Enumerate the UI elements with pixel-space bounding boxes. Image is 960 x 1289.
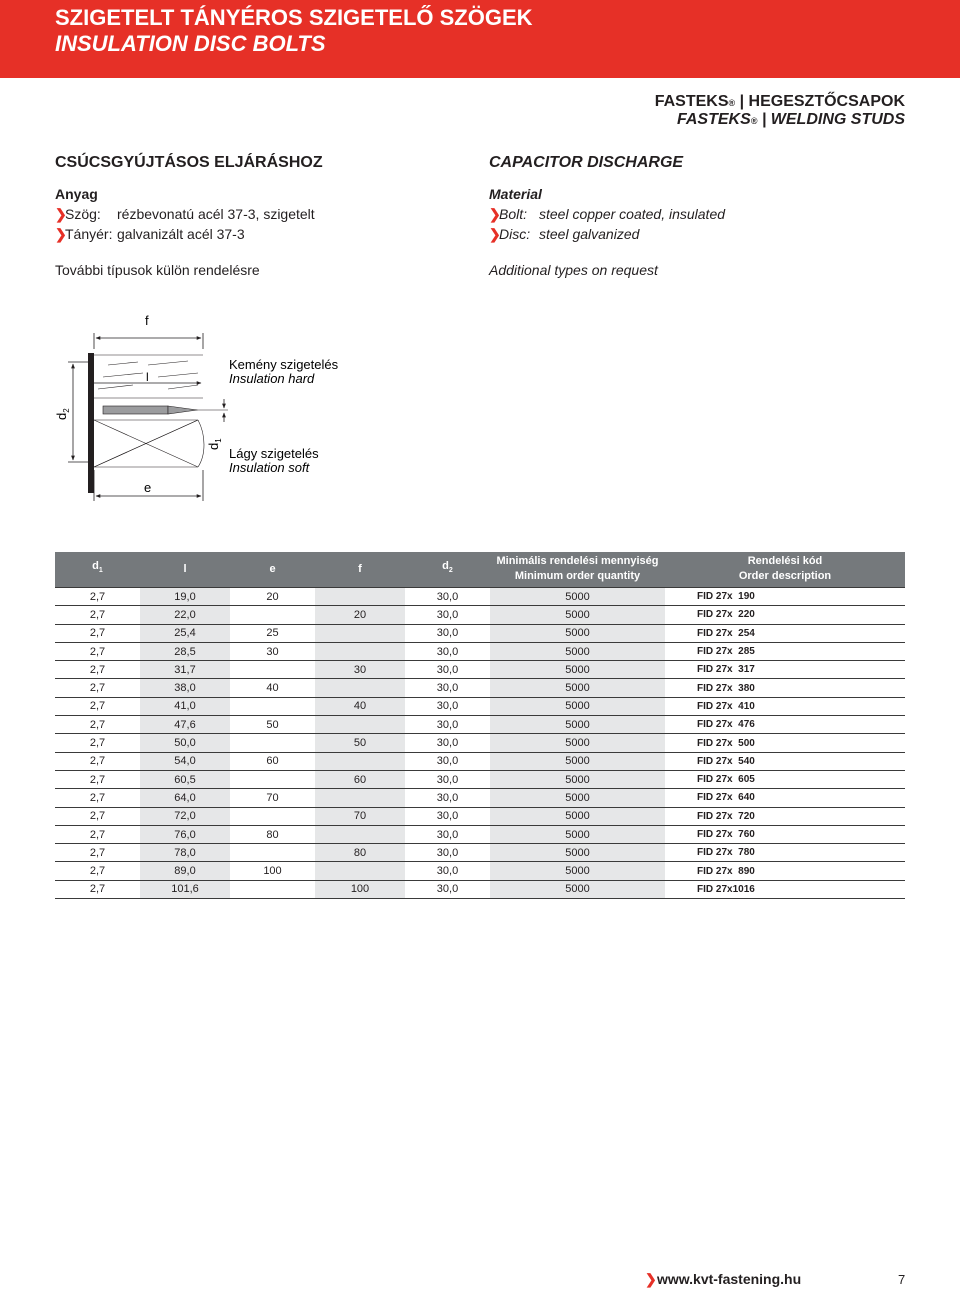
- cell-e: 50: [230, 716, 315, 734]
- section-heading: CAPACITOR DISCHARGE: [489, 154, 684, 171]
- cell-d2: 30,0: [405, 606, 490, 624]
- cell-d1: 2,7: [55, 734, 140, 752]
- cell-e: [230, 606, 315, 624]
- cell-d2: 30,0: [405, 789, 490, 807]
- cell-f: 100: [315, 880, 405, 898]
- cell-f: [315, 642, 405, 660]
- cell-f: 60: [315, 770, 405, 788]
- material-value: steel galvanized: [539, 226, 640, 242]
- label-f: f: [145, 313, 149, 328]
- table-row: [55, 588, 905, 606]
- brand-name: FASTEKS: [676, 111, 751, 128]
- cell-code: FID 27x 220: [665, 606, 905, 624]
- material-title: Material: [489, 186, 542, 202]
- cell-d1: 2,7: [55, 588, 140, 606]
- cell-code: FID 27x 540: [665, 752, 905, 770]
- brand-product: | WELDING STUDS: [761, 111, 905, 128]
- cell-l: 22,0: [140, 606, 230, 624]
- cell-l: 50,0: [140, 734, 230, 752]
- cell-code: FID 27x 190: [665, 588, 905, 606]
- cell-e: [230, 697, 315, 715]
- description-english: [489, 152, 889, 280]
- section-heading: CSÚCSGYÚJTÁSOS ELJÁRÁSHOZ: [55, 154, 323, 171]
- bolt-diagram: [48, 305, 368, 505]
- cell-l: 47,6: [140, 716, 230, 734]
- cell-d1: 2,7: [55, 679, 140, 697]
- cell-d2: 30,0: [405, 752, 490, 770]
- cell-min: 5000: [490, 825, 665, 843]
- cell-l: 64,0: [140, 789, 230, 807]
- cell-e: [230, 661, 315, 679]
- cell-code: FID 27x 317: [665, 661, 905, 679]
- table-row: [55, 642, 905, 660]
- cell-d2: 30,0: [405, 624, 490, 642]
- cell-min: 5000: [490, 880, 665, 898]
- cell-d1: 2,7: [55, 624, 140, 642]
- table-row: [55, 606, 905, 624]
- page-number: 7: [898, 1272, 906, 1287]
- label-hard-hu: Kemény szigetelés: [229, 357, 339, 372]
- cell-f: 40: [315, 697, 405, 715]
- cell-code: FID 27x 605: [665, 770, 905, 788]
- cell-min: 5000: [490, 789, 665, 807]
- dimension-d2: [54, 362, 88, 462]
- cell-code: FID 27x 254: [665, 624, 905, 642]
- cell-min: 5000: [490, 752, 665, 770]
- cell-min: 5000: [490, 807, 665, 825]
- cell-d1: 2,7: [55, 807, 140, 825]
- cell-f: [315, 624, 405, 642]
- cell-d2: 30,0: [405, 844, 490, 862]
- cell-d1: 2,7: [55, 825, 140, 843]
- cell-d2: 30,0: [405, 807, 490, 825]
- cell-l: 60,5: [140, 770, 230, 788]
- table-row: [55, 679, 905, 697]
- cell-f: [315, 825, 405, 843]
- bolt-shape: [103, 406, 228, 414]
- brand-name: FASTEKS: [654, 93, 729, 110]
- material-value: galvanizált acél 37-3: [117, 226, 245, 242]
- title-hungarian: SZIGETELT TÁNYÉROS SZIGETELŐ SZÖGEK: [55, 5, 533, 30]
- material-label: Bolt:: [499, 206, 528, 222]
- cell-f: [315, 752, 405, 770]
- table-row: [55, 716, 905, 734]
- cell-code: FID 27x 640: [665, 789, 905, 807]
- cell-e: [230, 770, 315, 788]
- cell-min: 5000: [490, 642, 665, 660]
- bullet-icon: ❯: [55, 226, 67, 242]
- product-table: [55, 552, 905, 899]
- cell-min: 5000: [490, 588, 665, 606]
- brand-line-english: [677, 111, 905, 129]
- cell-code: FID 27x 760: [665, 825, 905, 843]
- footer-url[interactable]: ❯www.kvt-fastening.hu: [645, 1271, 802, 1287]
- cell-d1: 2,7: [55, 752, 140, 770]
- material-value: steel copper coated, insulated: [539, 206, 726, 222]
- cell-e: 40: [230, 679, 315, 697]
- table-row: [55, 661, 905, 679]
- material-item: [489, 204, 889, 224]
- cell-d2: 30,0: [405, 642, 490, 660]
- material-label: Szög:: [65, 206, 101, 222]
- table-row: [55, 770, 905, 788]
- cell-min: 5000: [490, 716, 665, 734]
- cell-d2: 30,0: [405, 679, 490, 697]
- bullet-icon: ❯: [645, 1271, 657, 1287]
- dimension-l: [94, 370, 201, 384]
- cell-code: FID 27x 380: [665, 679, 905, 697]
- cell-f: 80: [315, 844, 405, 862]
- title-english: INSULATION DISC BOLTS: [55, 31, 326, 56]
- registered-mark: ®: [728, 98, 736, 108]
- description-hungarian: [55, 152, 455, 280]
- cell-d1: 2,7: [55, 642, 140, 660]
- title-banner: [0, 0, 960, 78]
- cell-min: 5000: [490, 679, 665, 697]
- cell-min: 5000: [490, 862, 665, 880]
- cell-d1: 2,7: [55, 880, 140, 898]
- cell-min: 5000: [490, 844, 665, 862]
- header-order-code: Rendelési kód Order description: [665, 552, 905, 588]
- cell-code: FID 27x 720: [665, 807, 905, 825]
- cell-code: FID 27x 890: [665, 862, 905, 880]
- cell-code: FID 27x 500: [665, 734, 905, 752]
- cell-d1: 2,7: [55, 606, 140, 624]
- cell-code: FID 27x 476: [665, 716, 905, 734]
- cell-e: 60: [230, 752, 315, 770]
- material-label: Tányér:: [65, 226, 113, 242]
- cell-d1: 2,7: [55, 789, 140, 807]
- cell-d2: 30,0: [405, 862, 490, 880]
- cell-f: 70: [315, 807, 405, 825]
- cell-l: 28,5: [140, 642, 230, 660]
- cell-e: 70: [230, 789, 315, 807]
- cell-e: 100: [230, 862, 315, 880]
- cell-d2: 30,0: [405, 770, 490, 788]
- bullet-icon: ❯: [489, 226, 501, 242]
- cell-e: 30: [230, 642, 315, 660]
- cell-f: 30: [315, 661, 405, 679]
- brand-product: | HEGESZTŐCSAPOK: [739, 93, 905, 110]
- table-row: [55, 697, 905, 715]
- cell-min: 5000: [490, 697, 665, 715]
- additional-note: További típusok külön rendelésre: [55, 262, 260, 278]
- bullet-icon: ❯: [55, 206, 67, 222]
- table-header-row: [55, 552, 905, 588]
- dimension-e: [94, 470, 203, 501]
- header-d1: $d_1$: [55, 552, 140, 588]
- cell-d2: 30,0: [405, 825, 490, 843]
- cell-d1: 2,7: [55, 844, 140, 862]
- table-row: [55, 880, 905, 898]
- cell-l: 41,0: [140, 697, 230, 715]
- table-row: [55, 734, 905, 752]
- label-hard-en: Insulation hard: [229, 371, 315, 386]
- cell-d2: 30,0: [405, 734, 490, 752]
- cell-f: 20: [315, 606, 405, 624]
- header-l: l: [140, 552, 230, 588]
- header-f: f: [315, 552, 405, 588]
- cell-d2: 30,0: [405, 697, 490, 715]
- cell-l: 38,0: [140, 679, 230, 697]
- cell-f: [315, 588, 405, 606]
- label-d2: $d_2$: [54, 408, 71, 420]
- cell-l: 89,0: [140, 862, 230, 880]
- cell-e: [230, 734, 315, 752]
- cell-d1: 2,7: [55, 770, 140, 788]
- dimension-d1: [206, 399, 224, 450]
- cell-l: 72,0: [140, 807, 230, 825]
- cell-f: 50: [315, 734, 405, 752]
- cell-d1: 2,7: [55, 862, 140, 880]
- cell-min: 5000: [490, 606, 665, 624]
- cell-e: [230, 844, 315, 862]
- table-row: [55, 807, 905, 825]
- label-l: l: [146, 370, 149, 384]
- material-item: [55, 204, 455, 224]
- cell-code: FID 27x 780: [665, 844, 905, 862]
- brand-line-hungarian: [655, 93, 905, 111]
- cell-d2: 30,0: [405, 880, 490, 898]
- soft-insulation: [90, 420, 205, 467]
- header-d2: $d_2$: [405, 552, 490, 588]
- material-title: Anyag: [55, 186, 98, 202]
- cell-l: 31,7: [140, 661, 230, 679]
- cell-e: [230, 880, 315, 898]
- label-e: e: [144, 480, 152, 495]
- cell-e: 25: [230, 624, 315, 642]
- cell-code: FID 27x1016: [665, 880, 905, 898]
- cell-code: FID 27x 410: [665, 697, 905, 715]
- table-row: [55, 789, 905, 807]
- header-min-quantity: Minimális rendelési mennyiség Minimum order quantity: [490, 552, 665, 588]
- table-row: [55, 844, 905, 862]
- registered-mark: ®: [750, 116, 758, 126]
- material-label: Disc:: [499, 226, 531, 242]
- cell-f: [315, 716, 405, 734]
- label-soft-hu: Lágy szigetelés: [229, 446, 319, 461]
- cell-min: 5000: [490, 624, 665, 642]
- cell-d2: 30,0: [405, 661, 490, 679]
- cell-f: [315, 789, 405, 807]
- additional-note: Additional types on request: [489, 262, 658, 278]
- cell-l: 19,0: [140, 588, 230, 606]
- table-row: [55, 862, 905, 880]
- cell-f: [315, 679, 405, 697]
- material-value: rézbevonatú acél 37-3, szigetelt: [117, 206, 315, 222]
- cell-f: [315, 862, 405, 880]
- table-row: [55, 624, 905, 642]
- table-row: [55, 752, 905, 770]
- label-soft-en: Insulation soft: [229, 460, 310, 475]
- cell-d1: 2,7: [55, 661, 140, 679]
- cell-e: 80: [230, 825, 315, 843]
- cell-d2: 30,0: [405, 716, 490, 734]
- material-item: [489, 224, 889, 244]
- cell-d1: 2,7: [55, 697, 140, 715]
- cell-d1: 2,7: [55, 716, 140, 734]
- bullet-icon: ❯: [489, 206, 501, 222]
- cell-code: FID 27x 285: [665, 642, 905, 660]
- header-e: e: [230, 552, 315, 588]
- cell-d2: 30,0: [405, 588, 490, 606]
- cell-e: [230, 807, 315, 825]
- cell-l: 76,0: [140, 825, 230, 843]
- cell-min: 5000: [490, 661, 665, 679]
- cell-min: 5000: [490, 734, 665, 752]
- material-item: [55, 224, 455, 244]
- cell-l: 25,4: [140, 624, 230, 642]
- cell-min: 5000: [490, 770, 665, 788]
- cell-l: 78,0: [140, 844, 230, 862]
- cell-e: 20: [230, 588, 315, 606]
- dimension-f: [94, 313, 203, 349]
- cell-l: 54,0: [140, 752, 230, 770]
- cell-l: 101,6: [140, 880, 230, 898]
- table-row: [55, 825, 905, 843]
- label-d1: $d_1$: [206, 438, 223, 450]
